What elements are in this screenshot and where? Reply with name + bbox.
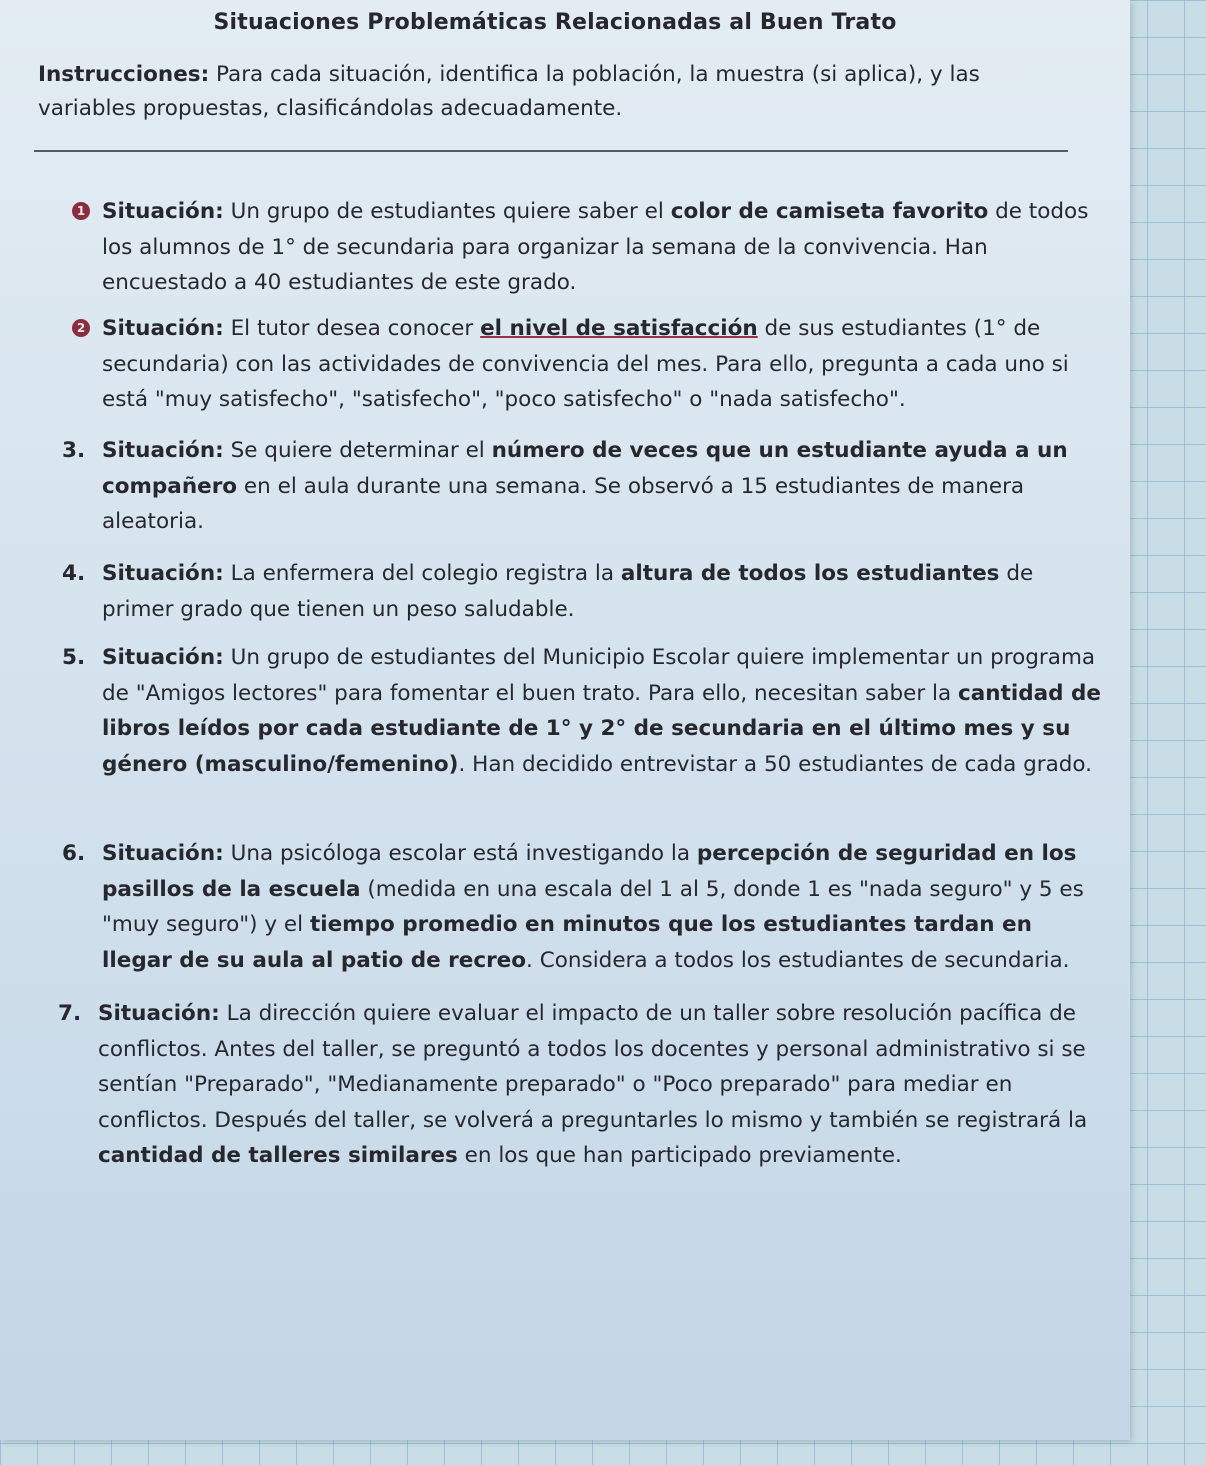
situation-7-number: 7. <box>58 1001 82 1026</box>
instructions-lead: Instrucciones: <box>38 62 210 87</box>
situation-variable: cantidad de talleres similares <box>98 1143 458 1168</box>
situation-label: Situación: <box>102 438 224 463</box>
situation-5 <box>62 640 1102 782</box>
situation-1 <box>76 194 1102 301</box>
situation-6 <box>62 836 1102 978</box>
situation-text: La enfermera del colegio registra la <box>223 561 621 586</box>
situation-variable: tiempo promedio en minutos que los estudiantes tardan en llegar de su aula al patio de recreo <box>102 912 1032 973</box>
situation-2-number: 2 <box>72 319 90 337</box>
situation-text: El tutor desea conocer <box>223 316 481 341</box>
instructions-text: Para cada situación, identifica la población, la muestra (si aplica), y las variables propuestas, clasificándolas adecuadamente. <box>38 62 980 121</box>
situation-1-number: 1 <box>72 202 90 220</box>
situation-label: Situación: <box>98 1001 220 1026</box>
instructions-paragraph <box>38 58 1078 126</box>
page-title: Situaciones Problemáticas Relacionadas al Buen Trato <box>213 10 897 35</box>
situation-text: en el aula durante una semana. Se observó a 15 estudiantes de manera aleatoria. <box>102 473 1025 534</box>
situation-6-number: 6. <box>62 841 86 866</box>
situation-text: . Considera a todos los estudiantes de secundaria. <box>526 947 1070 973</box>
situation-3 <box>62 433 1102 540</box>
situation-text: Una psicóloga escolar está investigando la <box>223 841 697 866</box>
situation-text: de sus estudiantes (1° de secundaria) con las actividades de convivencia del mes. Para ello, pregunta a cada uno si está "muy satisfecho", "satisfecho", "poco satisfecho" o "nada satisfecho". <box>102 316 1069 412</box>
situation-label: Situación: <box>102 316 224 341</box>
situation-text: de primer grado que tienen un peso saludable. <box>102 561 1034 622</box>
situation-3-number: 3. <box>62 438 86 463</box>
situation-text: de todos los alumnos de 1° de secundaria para organizar la semana de la convivencia. Han encuestado a 40 estudiantes de este grado. <box>102 199 1089 295</box>
situation-text: Se quiere determinar el <box>223 438 492 463</box>
situation-text: . Han decidido entrevistar a 50 estudiantes de cada grado. <box>458 751 1093 777</box>
situation-4 <box>62 556 1102 627</box>
situation-text: (medida en una escala del 1 al 5, donde 1 es "nada seguro" y 5 es "muy seguro") y el <box>102 876 1084 937</box>
situation-variable: cantidad de libros leídos por cada estudiante de 1° y 2° de secundaria en el último mes y su género (masculino/femenino) <box>102 680 1101 777</box>
situation-4-number: 4. <box>62 561 86 586</box>
situation-5-number: 5. <box>62 645 86 670</box>
situation-variable: número de veces que un estudiante ayuda a un compañero <box>102 438 1068 499</box>
situation-label: Situación: <box>102 841 224 866</box>
situation-text: Un grupo de estudiantes quiere saber el <box>223 199 671 224</box>
situation-7 <box>58 996 1088 1174</box>
situation-2 <box>76 311 1102 418</box>
situation-variable: percepción de seguridad en los pasillos de la escuela <box>102 841 1077 902</box>
situation-label: Situación: <box>102 645 224 670</box>
situation-text: Un grupo de estudiantes del Municipio Escolar quiere implementar un programa de "Amigos lectores" para fomentar el buen trato. Para ello, necesitan saber la <box>102 645 1096 706</box>
situation-variable: color de camiseta favorito <box>670 199 989 224</box>
situation-variable: altura de todos los estudiantes <box>620 561 1000 586</box>
divider-line <box>34 150 1068 152</box>
situation-label: Situación: <box>102 561 224 586</box>
situation-text: en los que han participado previamente. <box>457 1143 902 1168</box>
situation-variable: el nivel de satisfacción <box>480 316 758 341</box>
situation-label: Situación: <box>102 199 224 224</box>
situation-text: La dirección quiere evaluar el impacto de un taller sobre resolución pacífica de conflictos. Antes del taller, se preguntó a todos los docentes y personal administrativo si se sentían "Preparado", "Medianamente preparado" o "Poco preparado" para mediar en conflictos. Después del taller, se volverá a preguntarles lo mismo y también se registrará la <box>98 1001 1088 1133</box>
